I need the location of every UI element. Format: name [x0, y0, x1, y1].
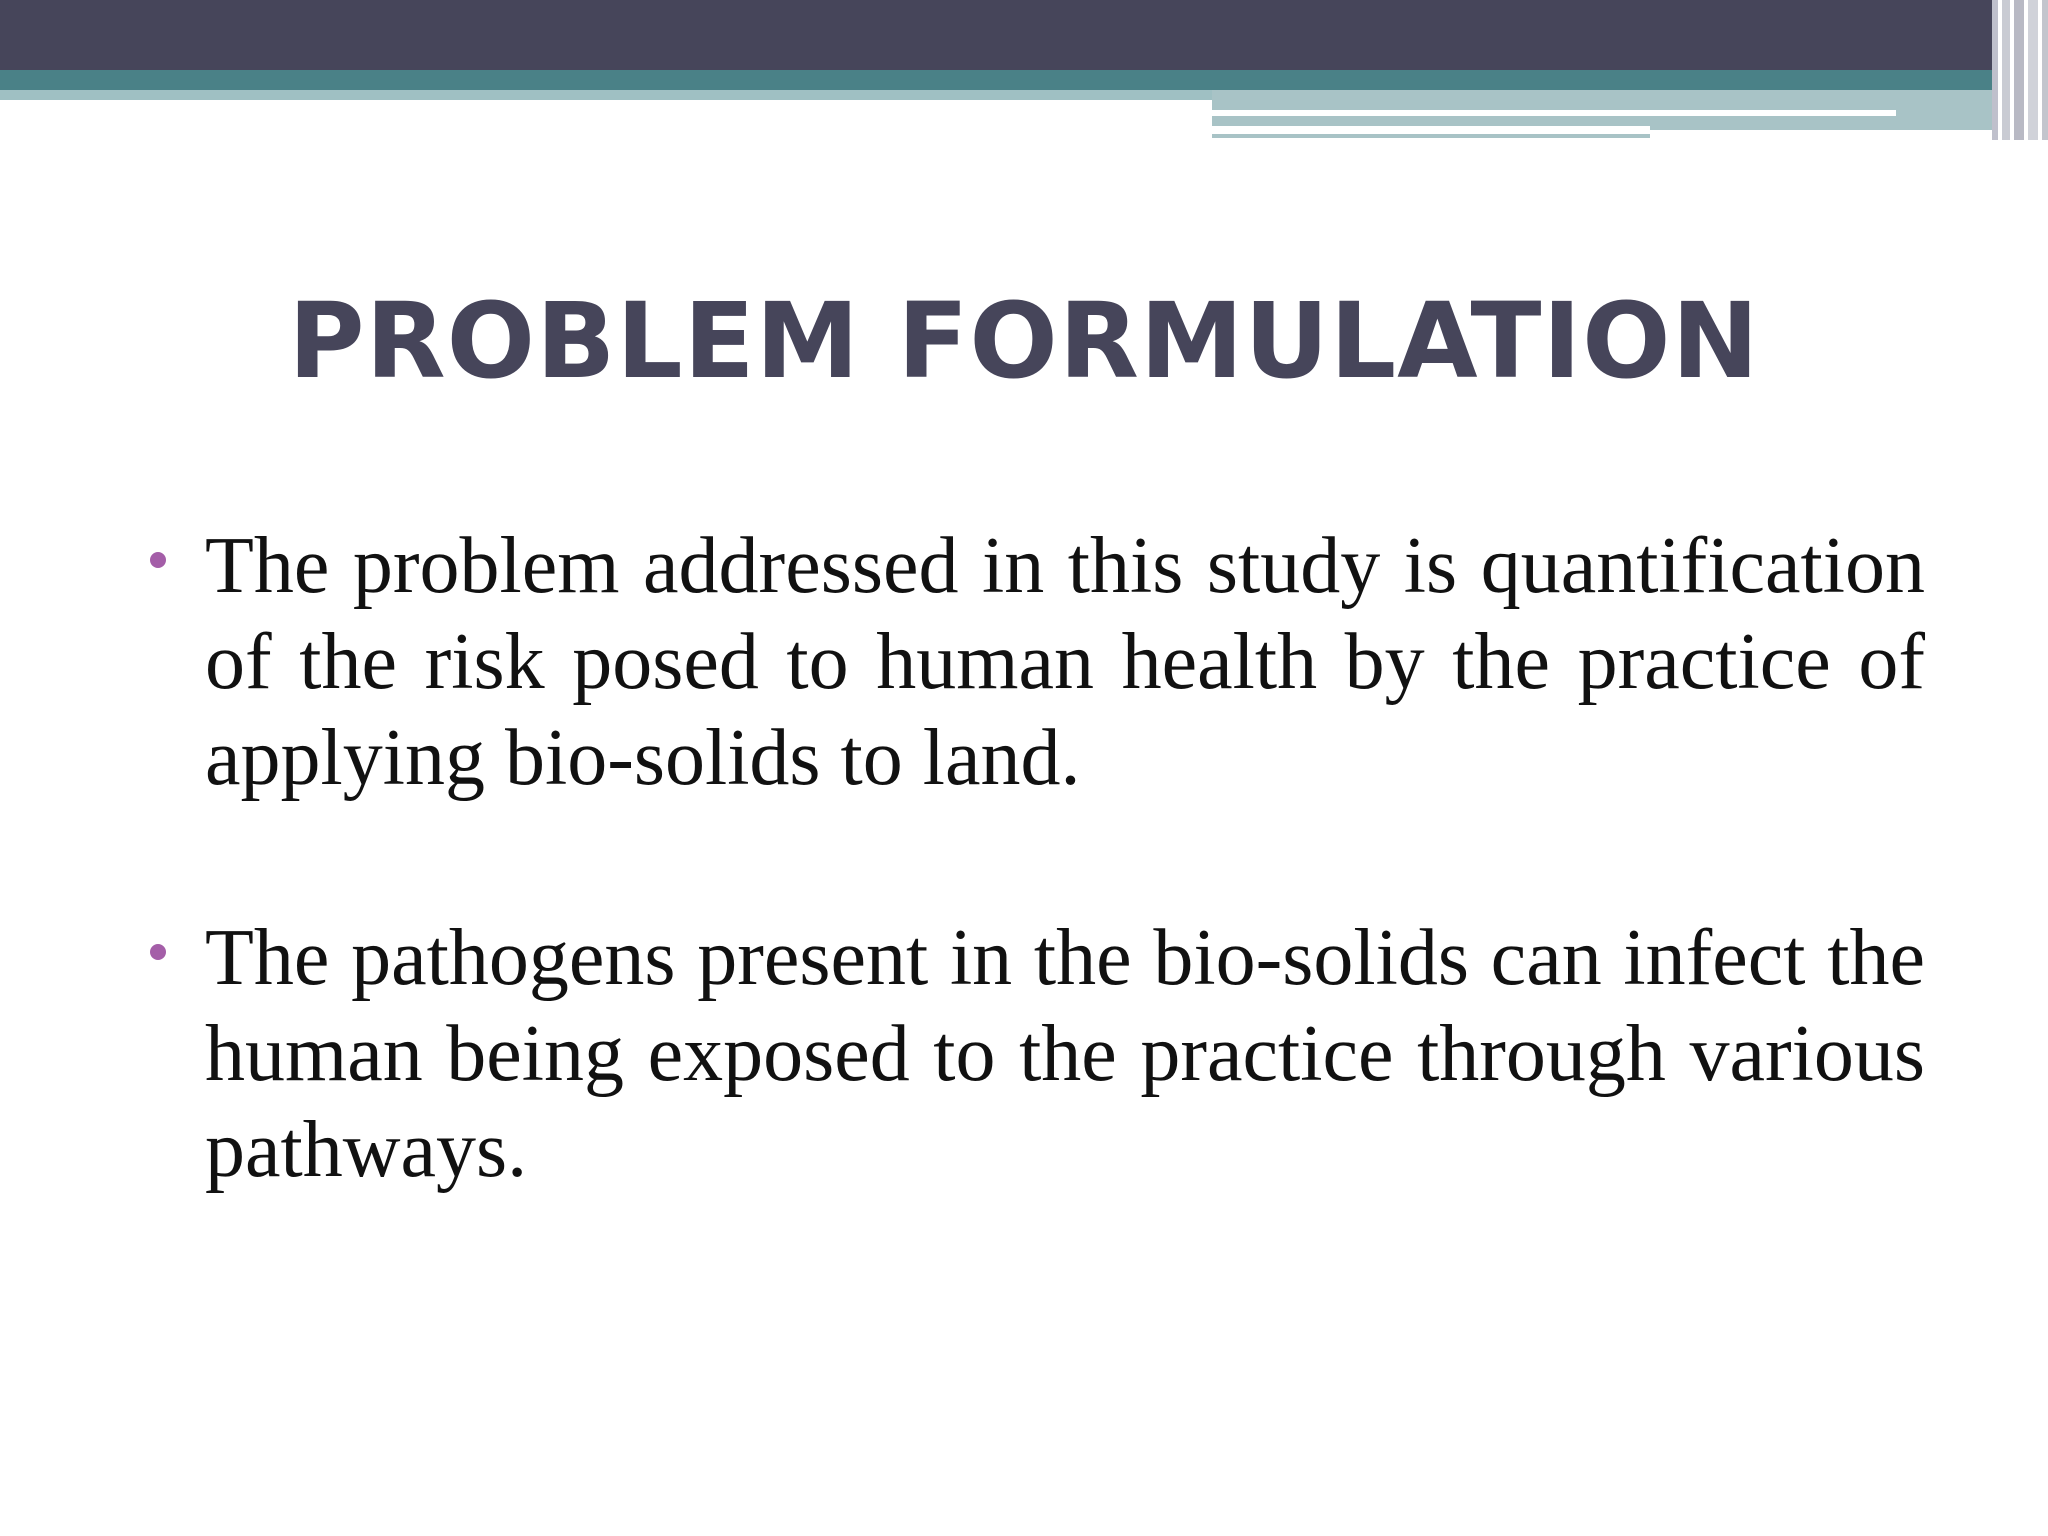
header-stripes	[1992, 0, 2048, 140]
header-teal-band	[0, 70, 2048, 90]
bullet-text: The pathogens present in the bio-solids can infect the human being exposed to the practice through various pathways.	[205, 914, 1925, 1194]
bullet-marker-icon	[150, 552, 166, 568]
header-right-line	[1212, 126, 1650, 134]
slide-title: PROBLEM FORMULATION	[288, 280, 1760, 402]
header-right-line	[1650, 130, 2010, 138]
header-light-band	[0, 90, 1212, 100]
header-dark-band	[0, 0, 2048, 70]
bullet-list	[150, 518, 1925, 1302]
bullet-item	[150, 910, 1925, 1198]
header-right-line	[1212, 110, 1896, 116]
bullet-item	[150, 518, 1925, 806]
bullet-marker-icon	[150, 944, 166, 960]
bullet-text: The problem addressed in this study is quantification of the risk posed to human health by the practice of applying bio-solids to land.	[205, 522, 1925, 802]
